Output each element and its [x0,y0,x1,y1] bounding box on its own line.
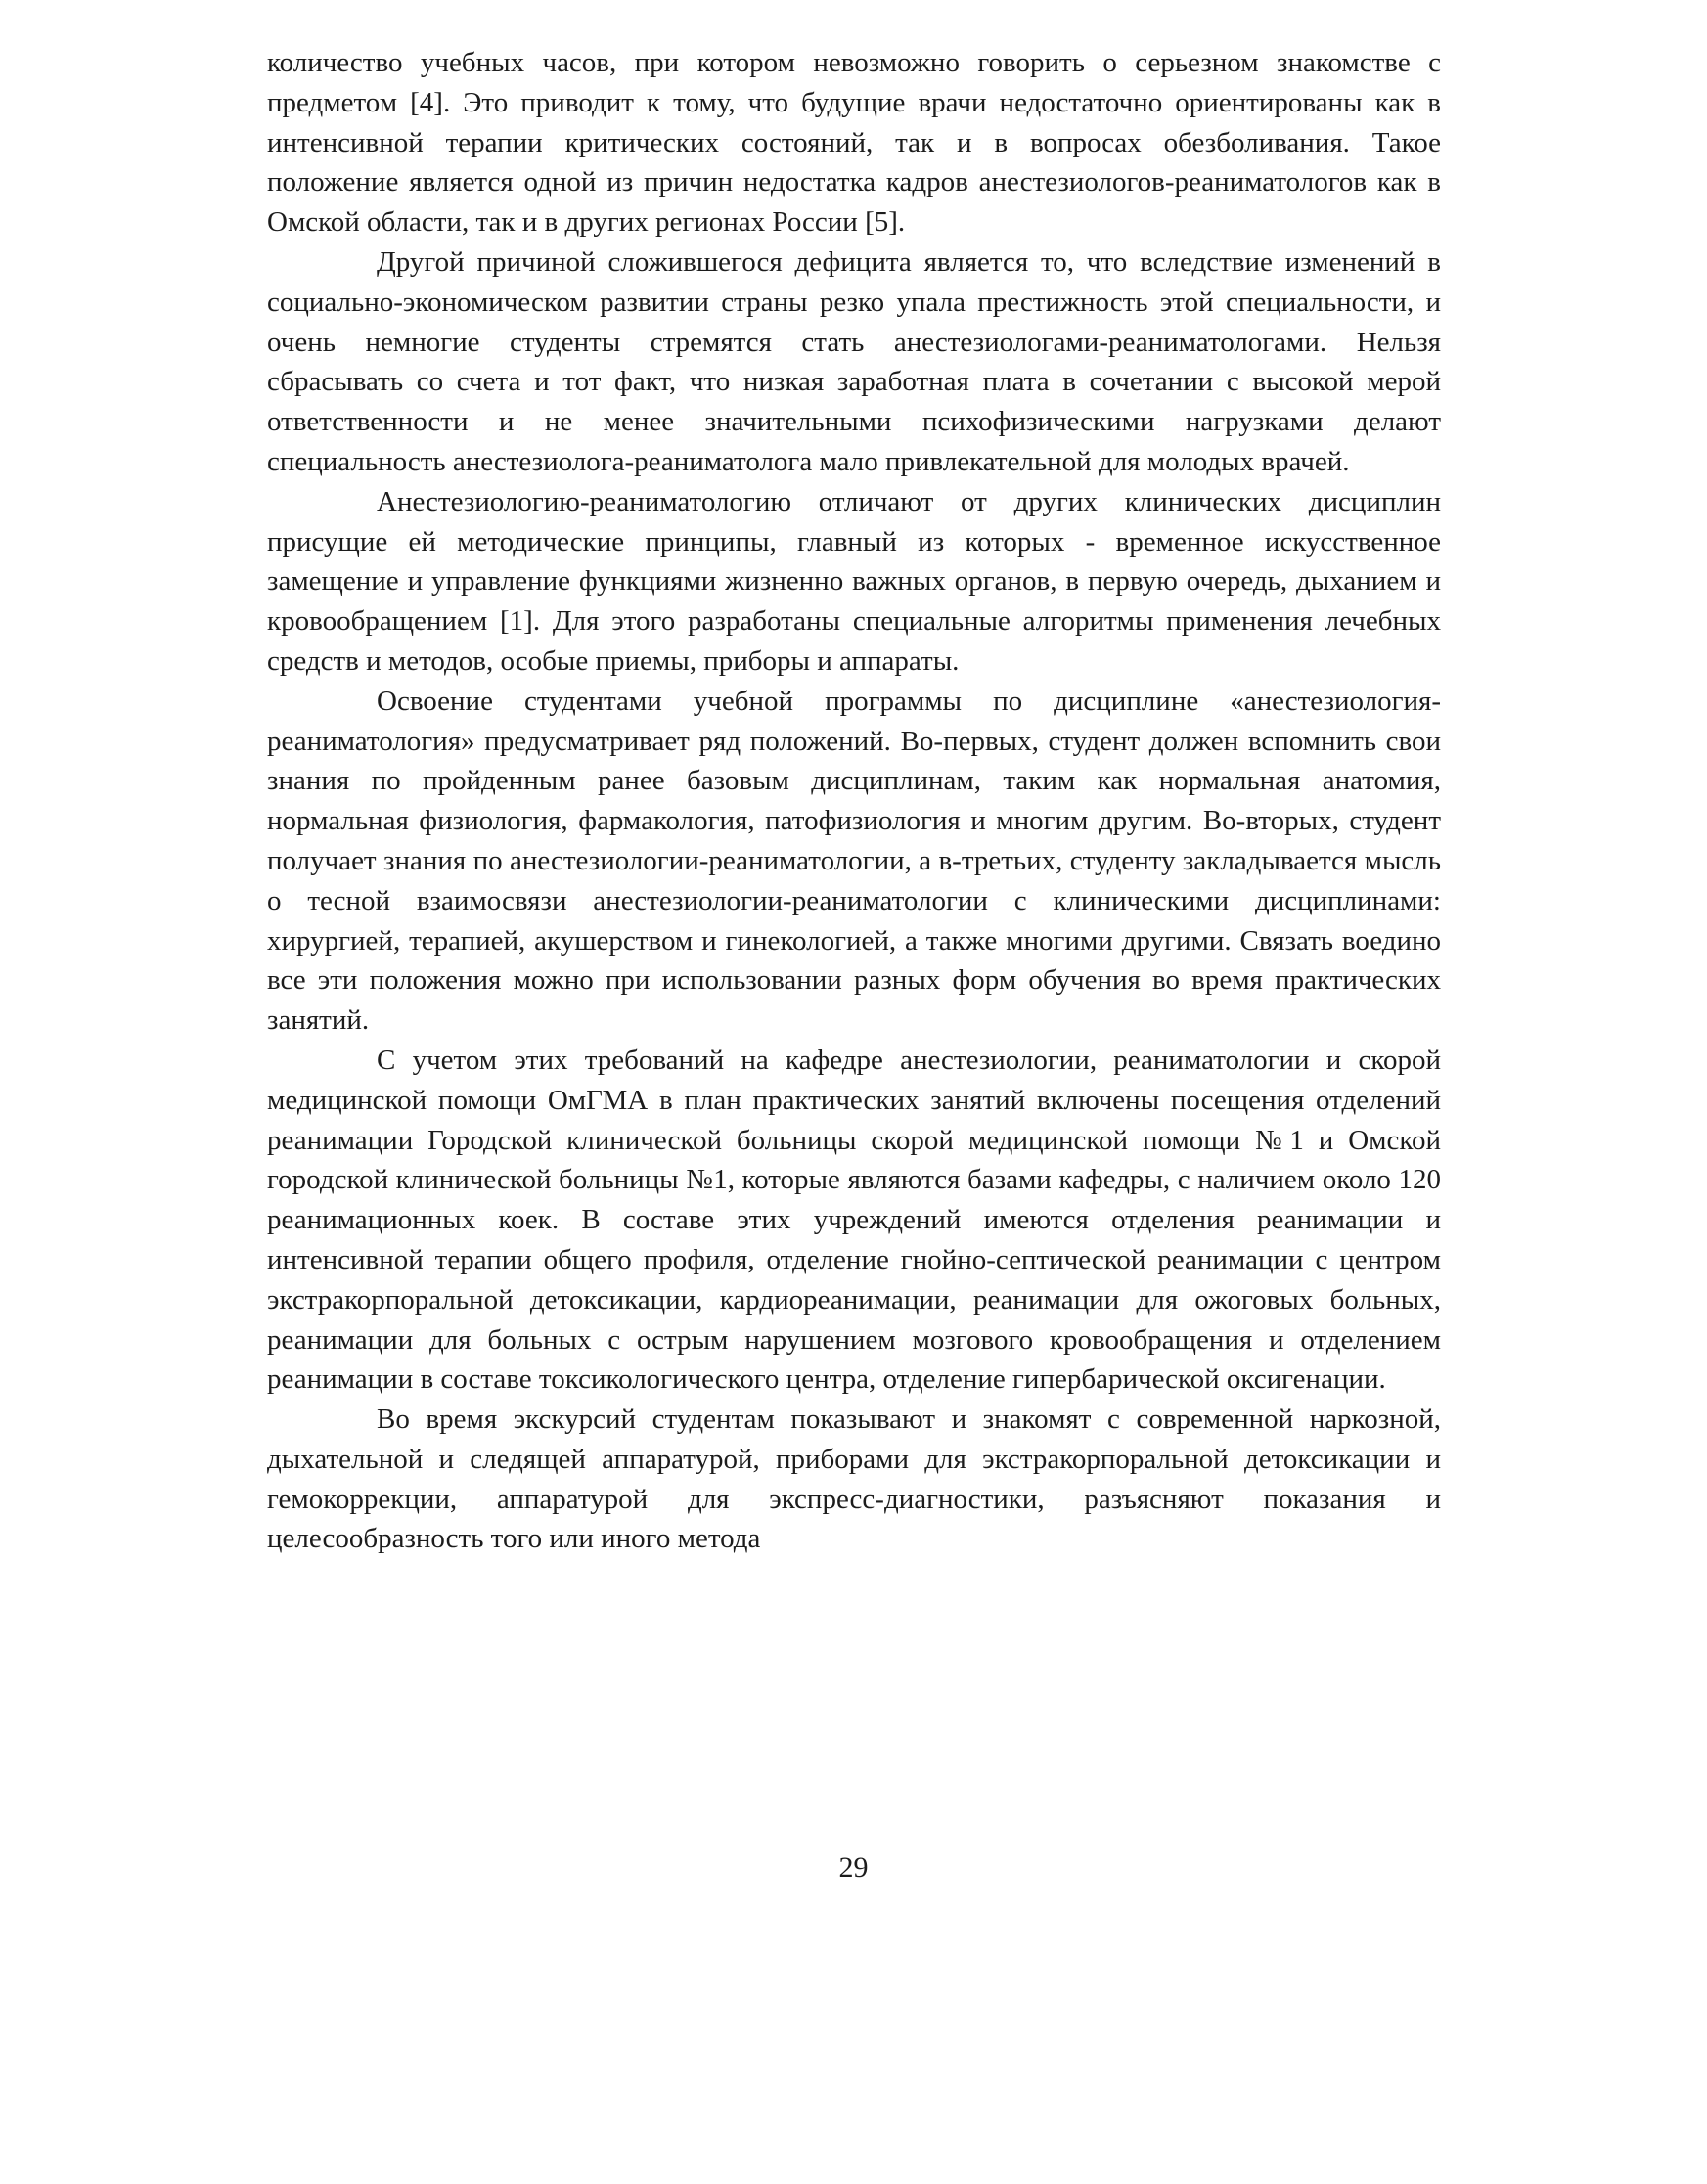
paragraph-5: С учетом этих требований на кафедре анестезиологии, реаниматологии и скорой медицинской помощи ОмГМА в план практических занятий включены посещения отделений реанимации Городской клинической больницы скорой медицинской помощи №1 и Омской городской клинической больницы №1, которые являются базами кафедры, с наличием около 120 реанимационных коек. В составе этих учреждений имеются отделения реанимации и интенсивной терапии общего профиля, отделение гнойно-септической реанимации с центром экстракорпоральной детоксикации, кардиореанимации, реанимации для ожоговых больных, реанимации для больных с острым нарушением мозгового кровообращения и отделением реанимации в составе токсикологического центра, отделение гипербарической оксигенации. [267,1044,1441,1396]
page-number: 29 [838,1851,869,1884]
paragraph-6: Во время экскурсий студентам показывают и знакомят с современной наркозной, дыхательной и следящей аппаратурой, приборами для экстракорпоральной детоксикации и гемокоррекции, аппаратурой для экспресс-диагностики, разъясняют показания и целесообразность того или иного метода [267,1404,1441,1555]
page-body [267,43,1441,1559]
paragraph-4: Освоение студентами учебной программы по дисциплине «анестезиология-реаниматология» предусматривает ряд положений. Во-первых, студент должен вспомнить свои знания по пройденным ранее базовым дисциплинам, таким как нормальная анатомия, нормальная физиология, фармакология, патофизиология и многим другим. Во-вторых, студент получает знания по анестезиологии-реаниматологии, а в-третьих, студенту закладывается мысль о тесной взаимосвязи анестезиологии-реаниматологии с клиническими дисциплинами: хирургией, терапией, акушерством и гинекологией, а также многими другими. Связать воедино все эти положения можно при использовании разных форм обучения во время практических занятий. [267,685,1441,1037]
paragraph-3: Анестезиологию-реаниматологию отличают от других клинических дисциплин присущие ей методические принципы, главный из которых - временное искусственное замещение и управление функциями жизненно важных органов, в первую очередь, дыханием и кровообращением [1]. Для этого разработаны специальные алгоритмы применения лечебных средств и методов, особые приемы, приборы и аппараты. [267,485,1441,677]
paragraph-2: Другой причиной сложившегося дефицита является то, что вследствие изменений в социально-экономическом развитии страны резко упала престижность этой специальности, и очень немногие студенты стремятся стать анестезиологами-реаниматологами. Нельзя сбрасывать со счета и тот факт, что низкая заработная плата в сочетании с высокой мерой ответственности и не менее значительными психофизическими нагрузками делают специальность анестезиолога-реаниматолога мало привлекательной для молодых врачей. [267,245,1441,477]
paragraph-1: количество учебных часов, при котором невозможно говорить о серьезном знакомстве с предметом [4]. Это приводит к тому, что будущие врачи недостаточно ориентированы как в интенсивной терапии критических состояний, так и в вопросах обезболивания. Такое положение является одной из причин недостатка кадров анестезиологов-реаниматологов как в Омской области, так и в других регионах России [5]. [267,47,1441,239]
